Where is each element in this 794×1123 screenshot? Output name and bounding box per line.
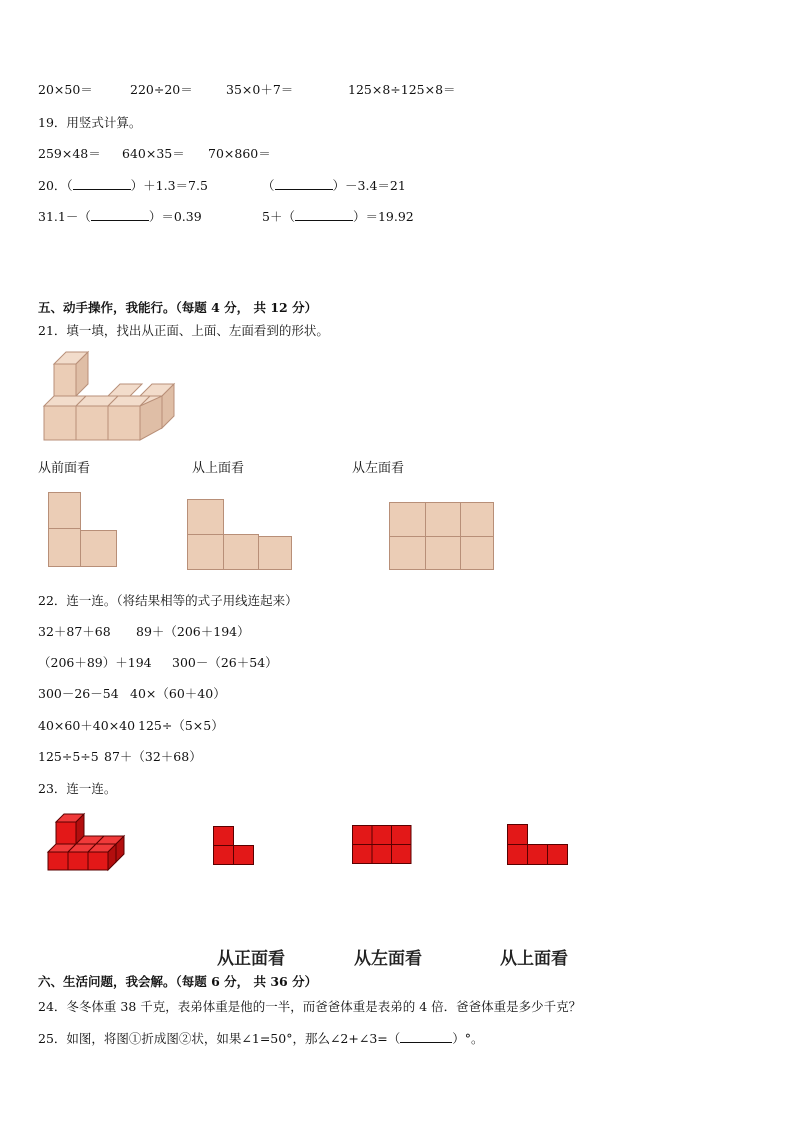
q23-red-solid xyxy=(46,814,126,872)
q20-equation-a xyxy=(38,177,208,194)
q20-prefix: 20． xyxy=(38,178,67,193)
q23-title: 23．连一连。 xyxy=(38,781,117,796)
oral-calc-2: 220÷20＝ xyxy=(130,82,193,97)
q20-b-close: ）－3.4＝21 xyxy=(332,178,406,193)
q22-left-3: 300－26－54 xyxy=(38,686,119,701)
view-label-top: 从上面看 xyxy=(192,461,245,476)
q23-label-left: 从左面看 xyxy=(354,949,422,969)
q19-item-1: 259×48＝ xyxy=(38,146,101,161)
q25-text xyxy=(38,1030,484,1047)
q25-text-a: 25．如图，将图①折成图②状，如果∠1=50°，那么∠2+∠3=（ xyxy=(38,1031,401,1046)
q22-right-5: 87＋（32＋68） xyxy=(104,749,202,764)
q25-text-b: ）°。 xyxy=(452,1031,484,1046)
q20-d-blank[interactable] xyxy=(295,208,353,221)
q25-blank[interactable] xyxy=(400,1030,452,1043)
q20-d-close: ）＝19.92 xyxy=(352,209,414,224)
section-5-title: 五、动手操作，我能行。（每题 4 分， 共 12 分） xyxy=(38,300,318,315)
q22-left-4: 40×60＋40×40 xyxy=(38,718,136,733)
q21-cube-figure xyxy=(40,352,172,446)
q24-text: 24．冬冬体重 38 千克，表弟体重是他的一半，而爸爸体重是表弟的 4 倍．爸爸体重是多少千克？ xyxy=(38,999,582,1014)
q22-right-3: 40×（60＋40） xyxy=(130,686,226,701)
left-view-shape xyxy=(389,502,495,570)
q20-b-blank[interactable] xyxy=(275,177,333,190)
q23-shape-l-long xyxy=(507,824,569,866)
q20-a-open: （ xyxy=(66,178,73,193)
oral-calc-3: 35×0＋7＝ xyxy=(226,82,294,97)
q20-equation-c xyxy=(38,208,202,225)
q22-title: 22．连一连。（将结果相等的式子用线连起来） xyxy=(38,593,298,608)
view-label-front: 从前面看 xyxy=(38,461,91,476)
section-6-title: 六、生活问题，我会解。（每题 6 分， 共 36 分） xyxy=(38,974,318,989)
view-label-left: 从左面看 xyxy=(352,461,405,476)
oral-calc-4: 125×8÷125×8＝ xyxy=(348,82,456,97)
q22-right-4: 125÷（5×5） xyxy=(138,718,224,733)
q23-label-front: 从正面看 xyxy=(217,949,285,969)
q19-title: 19．用竖式计算。 xyxy=(38,115,142,130)
q22-right-1: 89＋（206＋194） xyxy=(136,624,250,639)
q20-equation-b xyxy=(262,177,406,194)
q21-title: 21．填一填，找出从正面、上面、左面看到的形状。 xyxy=(38,323,329,338)
q20-b-open: （ xyxy=(262,178,275,193)
q23-shape-grid xyxy=(352,825,412,865)
q22-left-5: 125÷5÷5 xyxy=(38,749,99,764)
q20-a-close: ）＋1.3＝7.5 xyxy=(130,178,208,193)
top-view-shape xyxy=(187,499,293,571)
q19-item-2: 640×35＝ xyxy=(122,146,185,161)
q20-d-left: 5＋（ xyxy=(262,209,295,224)
front-view-shape xyxy=(48,492,118,568)
q20-c-blank[interactable] xyxy=(91,208,149,221)
q23-label-top: 从上面看 xyxy=(500,949,568,969)
q20-equation-d xyxy=(262,208,414,225)
q22-left-1: 32＋87＋68 xyxy=(38,624,111,639)
q22-right-2: 300－（26＋54） xyxy=(172,655,278,670)
q22-left-2: （206＋89）＋194 xyxy=(38,655,152,670)
oral-calc-1: 20×50＝ xyxy=(38,82,93,97)
q23-shape-l-small xyxy=(213,826,255,866)
q20-c-left: 31.1－（ xyxy=(38,209,91,224)
q20-a-blank[interactable] xyxy=(73,177,131,190)
q20-c-close: ）＝0.39 xyxy=(148,209,202,224)
q19-item-3: 70×860＝ xyxy=(208,146,271,161)
